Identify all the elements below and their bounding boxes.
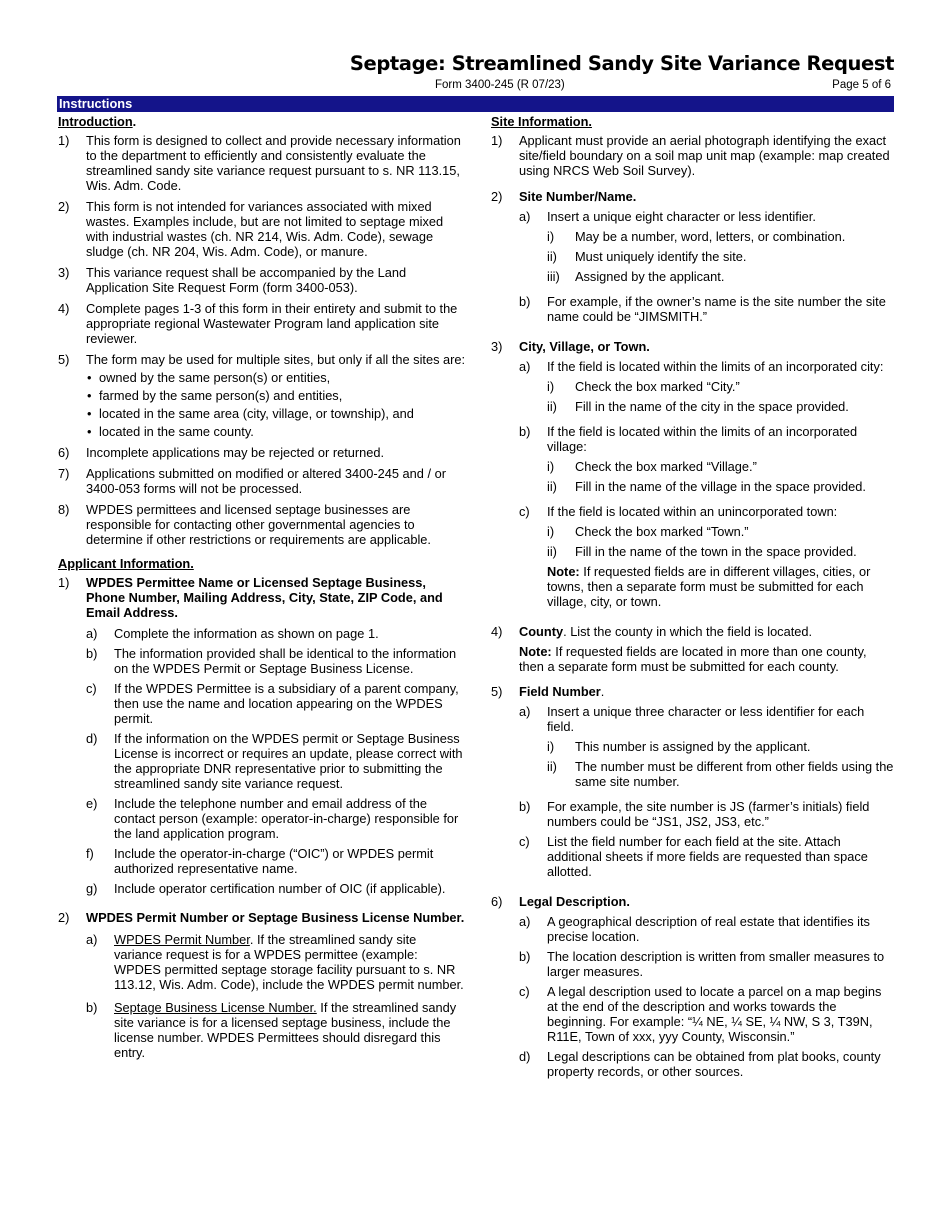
applicant-heading: Applicant Information. — [58, 556, 194, 571]
roman-item: ii) Fill in the name of the city in the space provided. — [547, 399, 849, 414]
applicant-item: 2) WPDES Permit Number or Septage Business License Number. a) WPDES Permit Number. If the streamlined sandy site variance request is for a WPDES permittee (example: WPDES permitted septage storage facility pursuant to s. NR 113.12, Wis. Adm. Code), include the WPDES permit number. b) Septage Business License Number. If the streamlined sandy site variance is for a licensed septage business, include the license number. WPDES Permittees should disregard this entry. — [58, 910, 468, 1065]
intro-item: 4) Complete pages 1-3 of this form in their entirety and submit to the appropriate regional Wastewater Program land application site reviewer. — [58, 301, 458, 346]
site-item: 1) Applicant must provide an aerial photograph identifying the exact site/field boundary on a soil map unit map (example: map created using NRCS Web Soil Survey). — [491, 133, 890, 178]
site-item: 3) City, Village, or Town. a) If the field is located within the limits of an incorporated city: i) Check the box marked “City.” ii) Fill in the name of the city in the space provided. b) If the field is located within the limits of an incorporated village: i) Check the box marked “Village.” ii) Fill in the name of the village in the space provided. c) If the field is located within an unincorporated town: i) Check the box marked “Town.” ii) Fill in the name of the town in the space provided. Note: If requested fields are in different villages, cities, or towns, then a separate form must be submitted for each village, city, or town. — [491, 339, 894, 614]
sub-item: a) Insert a unique three character or less identifier for each field. i) This number is assigned by the applicant. ii) The number must be different from other fields using the same site number. — [519, 704, 894, 789]
sub-item: f) Include the operator-in-charge (“OIC”) or WPDES permit authorized representative name. — [86, 846, 434, 876]
intro-item: 7) Applications submitted on modified or altered 3400-245 and / or 3400-053 forms will not be processed. — [58, 466, 446, 496]
note: Note: If requested fields are in different villages, cities, or towns, then a separate form must be submitted for each village, city, or town. — [547, 564, 871, 609]
instructions-bar: Instructions — [57, 96, 894, 112]
roman-item: ii) Fill in the name of the village in the space provided. — [547, 479, 866, 494]
roman-item: i) Check the box marked “City.” — [547, 379, 740, 394]
sub-item: c) If the field is located within an unincorporated town: i) Check the box marked “Town.” ii) Fill in the name of the town in the space provided. Note: If requested fields are in different villages, cities, or towns, then a separate form must be submitted for each village, city, or town. — [519, 504, 894, 609]
intro-heading-line: Introduction. — [58, 114, 137, 129]
intro-item: 8) WPDES permittees and licensed septage businesses are responsible for contacting other governmental agencies to determine if other restrictions or requirements are applicable. — [58, 502, 431, 547]
sub-item: c) If the WPDES Permittee is a subsidiary of a parent company, then use the name and location appearing on the WPDES permit. — [86, 681, 459, 726]
site-item: 5) Field Number. a) Insert a unique three character or less identifier for each field. i) This number is assigned by the applicant. ii) The number must be different from other fields using the same site number. b) For example, the site number is JS (farmer’s initials) field numbers could be “JS1, JS2, JS3, etc.” c) List the field number for each field at the site. Attach additional sheets if more fields are requested than space allotted. — [491, 684, 894, 879]
form-title: Septage: Streamlined Sandy Site Variance Request — [349, 52, 894, 75]
form-subheader — [57, 78, 894, 94]
bullet-item: • farmed by the same person(s) and entities, — [87, 388, 343, 403]
sub-item: e) Include the telephone number and email address of the contact person (example: operator-in-charge) responsible for the land application program. — [86, 796, 459, 841]
bullet-icon: • — [87, 406, 92, 421]
intro-heading: Introduction — [58, 114, 133, 129]
intro-item: 5) The form may be used for multiple sites, but only if all the sites are: • owned by the same person(s) or entities, • farmed by the same person(s) and entities, • located in the same area (city, village, or township), and • located in the same county. — [58, 352, 468, 439]
sub-item: a) WPDES Permit Number. If the streamlined sandy site variance request is for a WPDES permittee (example: WPDES permitted septage storage facility pursuant to s. NR 113.12, Wis. Adm. Code), include the WPDES permit number. — [86, 932, 464, 992]
roman-item: iii) Assigned by the applicant. — [547, 269, 725, 284]
bullet-icon: • — [87, 370, 92, 385]
sub-item: c) List the field number for each field at the site. Attach additional sheets if more fields are requested than space allotted. — [519, 834, 868, 879]
intro-item: 3) This variance request shall be accompanied by the Land Application Site Request Form (form 3400-053). — [58, 265, 407, 295]
left-column — [58, 114, 468, 1071]
sub-item: b) For example, if the owner’s name is the site number the site name could be “JIMSMITH.” — [519, 294, 886, 324]
bullet-icon: • — [87, 424, 92, 439]
applicant-item: 1) WPDES Permittee Name or Licensed Septage Business, Phone Number, Mailing Address, City, State, ZIP Code, and Email Address. a) Complete the information as shown on page 1. b) The information provided shall be identical to the information on the WPDES Permit or Septage Business License. c) If the WPDES Permittee is a subsidiary of a parent company, then use the name and location appearing on the WPDES permit. d) If the information on the WPDES permit or Septage Business License is incorrect or requires an update, please correct with the appropriate DNR representative prior to submitting the streamlined sandy site variance request. e) Include the telephone number and email address of the contact person (example: operator-in-charge) responsible for the land application program. f) Include the operator-in-charge (“OIC”) or WPDES permit authorized representative name. g) Include operator certification number of OIC (if applicable). — [58, 575, 468, 901]
note: Note: If requested fields are located in more than one county, then a separate form must be submitted for each county. — [519, 644, 867, 674]
intro-item: 6) Incomplete applications may be rejected or returned. — [58, 445, 385, 460]
roman-item: i) May be a number, word, letters, or combination. — [547, 229, 846, 244]
site-item: 4) County. List the county in which the field is located. Note: If requested fields are located in more than one county, then a separate form must be submitted for each county. — [491, 624, 894, 674]
right-column — [491, 114, 894, 1090]
intro-item: 1) This form is designed to collect and provide necessary information to the department to efficiently and consistently evaluate the streamlined sandy site variance request pursuant to s. NR 113.15, Wis. Adm. Code. — [58, 133, 461, 193]
sub-item: a) If the field is located within the limits of an incorporated city: i) Check the box marked “City.” ii) Fill in the name of the city in the space provided. — [519, 359, 894, 419]
page-number: Page 5 of 6 — [832, 79, 891, 91]
site-item: 6) Legal Description. a) A geographical description of real estate that identifies its precise location. b) The location description is written from smaller measures to larger measures. c) A legal description used to locate a parcel on a map begins at the end of the description and works towards the beginning. For example: “¼ NE, ¼ SE, ¼ NW, S 3, T39N, R11E, Town of xxx, yyy County, Wisconsin.” d) Legal descriptions can be obtained from plat books, county property records, or other sources. — [491, 894, 894, 1084]
bullet-item: • located in the same county. — [87, 424, 254, 439]
roman-item: i) Check the box marked “Village.” — [547, 459, 757, 474]
sub-item: d) If the information on the WPDES permit or Septage Business License is incorrect or requires an update, please correct with the appropriate DNR representative prior to submitting the streamlined sandy site variance request. — [86, 731, 463, 791]
sub-item: a) Insert a unique eight character or less identifier. i) May be a number, word, letters, or combination. ii) Must uniquely identify the site. iii) Assigned by the applicant. — [519, 209, 894, 289]
bullet-item: • owned by the same person(s) or entities, — [87, 370, 331, 385]
roman-item: i) Check the box marked “Town.” — [547, 524, 749, 539]
sub-item: c) A legal description used to locate a parcel on a map begins at the end of the description and works towards the beginning. For example: “¼ NE, ¼ SE, ¼ NW, S 3, T39N, R11E, Town of xxx, yyy County, Wisconsin.” — [519, 984, 882, 1044]
roman-item: ii) Must uniquely identify the site. — [547, 249, 747, 264]
sub-item: g) Include operator certification number of OIC (if applicable). — [86, 881, 446, 896]
sub-item: b) For example, the site number is JS (farmer’s initials) field numbers could be “JS1, JS2, JS3, etc.” — [519, 799, 870, 829]
bullet-item: • located in the same area (city, village, or township), and — [87, 406, 414, 421]
form-page — [57, 50, 894, 1079]
roman-item: ii) Fill in the name of the town in the space provided. — [547, 544, 857, 559]
form-number: Form 3400-245 (R 07/23) — [435, 79, 565, 91]
bullet-icon: • — [87, 388, 92, 403]
intro-item: 2) This form is not intended for variances associated with mixed wastes. Examples include, but are not limited to septage mixed with industrial wastes (ch. NR 214, Wis. Adm. Code), sewage sludge (ch. NR 204, Wis. Adm. Code), or manure. — [58, 199, 444, 259]
sub-item: a) Complete the information as shown on page 1. — [86, 626, 379, 641]
sub-item: a) A geographical description of real estate that identifies its precise location. — [519, 914, 870, 944]
site-heading: Site Information. — [491, 114, 592, 129]
sub-item: d) Legal descriptions can be obtained from plat books, county property records, or other sources. — [519, 1049, 881, 1079]
site-item: 2) Site Number/Name. a) Insert a unique eight character or less identifier. i) May be a number, word, letters, or combination. ii) Must uniquely identify the site. iii) Assigned by the applicant. b) For example, if the owner’s name is the site number the site name could be “JIMSMITH.” — [491, 189, 894, 329]
sub-item: b) If the field is located within the limits of an incorporated village: i) Check the box marked “Village.” ii) Fill in the name of the village in the space provided. — [519, 424, 894, 499]
sub-item: b) The information provided shall be identical to the information on the WPDES Permit or Septage Business License. — [86, 646, 457, 676]
roman-item: i) This number is assigned by the applicant. — [547, 739, 811, 754]
sub-item: b) The location description is written from smaller measures to larger measures. — [519, 949, 885, 979]
roman-item: ii) The number must be different from other fields using the same site number. — [547, 759, 894, 789]
sub-item: b) Septage Business License Number. If the streamlined sandy site variance is for a licensed septage business, include the license number. WPDES Permittees should disregard this entry. — [86, 1000, 457, 1060]
